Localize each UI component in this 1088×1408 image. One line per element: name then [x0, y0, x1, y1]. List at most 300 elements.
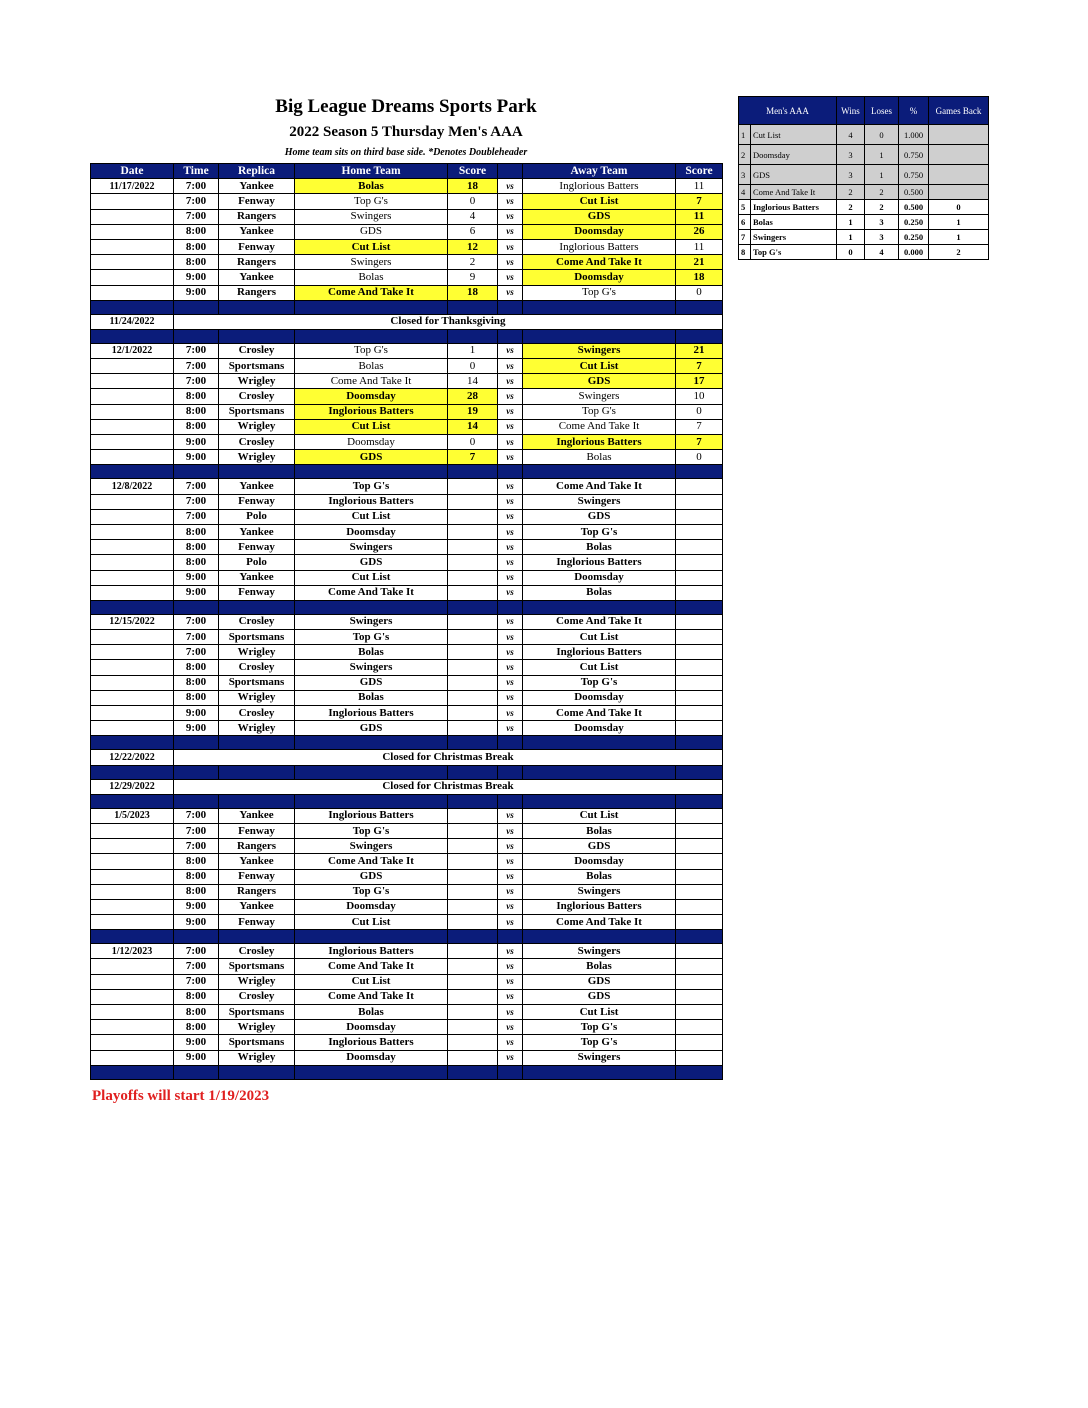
home-team: Bolas — [295, 690, 448, 705]
separator-cell — [448, 930, 498, 944]
away-team: Cut List — [523, 359, 676, 374]
closed-notice: Closed for Christmas Break — [174, 750, 723, 765]
game-field: Crosley — [219, 944, 295, 959]
game-time: 7:00 — [174, 209, 219, 224]
away-team: Top G's — [523, 1035, 676, 1050]
away-team: Cut List — [523, 194, 676, 209]
away-score: 21 — [676, 343, 723, 358]
game-row — [91, 224, 723, 239]
game-row — [91, 808, 723, 823]
game-time: 7:00 — [174, 179, 219, 194]
away-team: Inglorious Batters — [523, 555, 676, 570]
vs-label: vs — [498, 974, 523, 989]
vs-label: vs — [498, 209, 523, 224]
home-score — [448, 660, 498, 675]
standing-loses: 2 — [865, 185, 899, 200]
home-team: Inglorious Batters — [295, 1035, 448, 1050]
separator-cell — [219, 600, 295, 614]
home-score: 0 — [448, 435, 498, 450]
game-time: 9:00 — [174, 721, 219, 736]
game-date-empty — [91, 239, 174, 254]
home-team: Doomsday — [295, 435, 448, 450]
home-score: 2 — [448, 255, 498, 270]
away-team: GDS — [523, 839, 676, 854]
game-field: Yankee — [219, 524, 295, 539]
game-date: 12/29/2022 — [91, 779, 174, 794]
away-score — [676, 555, 723, 570]
vs-label: vs — [498, 899, 523, 914]
away-score — [676, 1005, 723, 1020]
standings-header-games-back: Games Back — [929, 97, 989, 125]
game-date-empty — [91, 555, 174, 570]
separator-cell — [91, 736, 174, 750]
away-score — [676, 509, 723, 524]
home-score — [448, 915, 498, 930]
game-time: 8:00 — [174, 524, 219, 539]
game-field: Yankee — [219, 479, 295, 494]
home-team: Swingers — [295, 255, 448, 270]
game-field: Yankee — [219, 270, 295, 285]
closed-week-row — [91, 779, 723, 794]
game-field: Yankee — [219, 570, 295, 585]
home-team: GDS — [295, 555, 448, 570]
away-score — [676, 585, 723, 600]
game-row — [91, 524, 723, 539]
game-field: Yankee — [219, 808, 295, 823]
game-date-empty — [91, 374, 174, 389]
standing-wins: 1 — [837, 215, 865, 230]
separator-cell — [498, 930, 523, 944]
game-time: 8:00 — [174, 540, 219, 555]
game-field: Crosley — [219, 435, 295, 450]
vs-label: vs — [498, 494, 523, 509]
header-away-score: Score — [676, 164, 723, 179]
separator-cell — [498, 765, 523, 779]
standing-pct: 0.750 — [899, 165, 929, 185]
game-date-empty — [91, 270, 174, 285]
separator-cell — [523, 329, 676, 343]
separator-cell — [174, 300, 219, 314]
game-date-empty — [91, 660, 174, 675]
away-team: Doomsday — [523, 224, 676, 239]
separator-cell — [219, 300, 295, 314]
game-date-empty — [91, 359, 174, 374]
game-row — [91, 675, 723, 690]
separator-cell — [448, 794, 498, 808]
away-team: Bolas — [523, 823, 676, 838]
game-date-empty — [91, 494, 174, 509]
game-date-empty — [91, 404, 174, 419]
standing-games-back: 1 — [929, 215, 989, 230]
away-score — [676, 721, 723, 736]
away-score: 17 — [676, 374, 723, 389]
home-team: GDS — [295, 450, 448, 465]
game-row — [91, 570, 723, 585]
away-team: Inglorious Batters — [523, 239, 676, 254]
game-field: Sportsmans — [219, 959, 295, 974]
vs-label: vs — [498, 839, 523, 854]
home-score — [448, 645, 498, 660]
home-score — [448, 570, 498, 585]
home-team: Come And Take It — [295, 854, 448, 869]
vs-label: vs — [498, 1050, 523, 1065]
away-team: Top G's — [523, 404, 676, 419]
home-score — [448, 854, 498, 869]
standing-team: Come And Take It — [751, 185, 837, 200]
away-score — [676, 645, 723, 660]
week-separator-row — [91, 1065, 723, 1079]
vs-label: vs — [498, 479, 523, 494]
game-field: Yankee — [219, 854, 295, 869]
game-field: Fenway — [219, 194, 295, 209]
separator-cell — [676, 930, 723, 944]
home-score: 7 — [448, 450, 498, 465]
separator-cell — [91, 300, 174, 314]
game-time: 9:00 — [174, 585, 219, 600]
separator-cell — [219, 765, 295, 779]
game-date-empty — [91, 1035, 174, 1050]
game-field: Fenway — [219, 494, 295, 509]
standing-team: GDS — [751, 165, 837, 185]
away-team: Bolas — [523, 450, 676, 465]
week-separator-row — [91, 765, 723, 779]
home-team: Come And Take It — [295, 585, 448, 600]
away-score — [676, 630, 723, 645]
vs-label: vs — [498, 270, 523, 285]
game-date-empty — [91, 959, 174, 974]
separator-cell — [219, 329, 295, 343]
home-score — [448, 1050, 498, 1065]
away-team: GDS — [523, 974, 676, 989]
schedule-table — [90, 163, 723, 1080]
away-score — [676, 974, 723, 989]
game-date-empty — [91, 524, 174, 539]
game-time: 7:00 — [174, 959, 219, 974]
game-row — [91, 630, 723, 645]
standing-loses: 3 — [865, 215, 899, 230]
standing-wins: 3 — [837, 165, 865, 185]
standing-loses: 4 — [865, 245, 899, 260]
away-team: Doomsday — [523, 570, 676, 585]
separator-cell — [295, 600, 448, 614]
game-row — [91, 494, 723, 509]
home-score: 28 — [448, 389, 498, 404]
game-row — [91, 404, 723, 419]
vs-label: vs — [498, 884, 523, 899]
away-score: 11 — [676, 239, 723, 254]
game-date-empty — [91, 1005, 174, 1020]
vs-label: vs — [498, 1020, 523, 1035]
separator-cell — [91, 794, 174, 808]
home-score — [448, 675, 498, 690]
home-team: Swingers — [295, 614, 448, 629]
vs-label: vs — [498, 721, 523, 736]
home-team: GDS — [295, 721, 448, 736]
away-score: 21 — [676, 255, 723, 270]
game-field: Sportsmans — [219, 630, 295, 645]
standings-header-row — [739, 97, 989, 125]
game-row — [91, 899, 723, 914]
separator-cell — [448, 600, 498, 614]
closed-notice: Closed for Christmas Break — [174, 779, 723, 794]
away-score — [676, 540, 723, 555]
game-date-empty — [91, 854, 174, 869]
header-home-team: Home Team — [295, 164, 448, 179]
home-team: Top G's — [295, 343, 448, 358]
standings-row — [739, 245, 989, 260]
closed-week-row — [91, 314, 723, 329]
vs-label: vs — [498, 419, 523, 434]
away-team: Swingers — [523, 944, 676, 959]
game-row — [91, 285, 723, 300]
game-date: 12/8/2022 — [91, 479, 174, 494]
away-score — [676, 690, 723, 705]
game-field: Rangers — [219, 884, 295, 899]
separator-cell — [676, 329, 723, 343]
separator-cell — [523, 300, 676, 314]
game-time: 9:00 — [174, 570, 219, 585]
game-time: 7:00 — [174, 359, 219, 374]
game-field: Sportsmans — [219, 1005, 295, 1020]
game-row — [91, 1005, 723, 1020]
game-time: 7:00 — [174, 614, 219, 629]
standing-wins: 3 — [837, 145, 865, 165]
home-score — [448, 630, 498, 645]
standings-body — [739, 125, 989, 260]
game-date: 12/22/2022 — [91, 750, 174, 765]
away-team: Top G's — [523, 675, 676, 690]
week-separator-row — [91, 600, 723, 614]
game-row — [91, 690, 723, 705]
home-team: Cut List — [295, 974, 448, 989]
game-time: 7:00 — [174, 839, 219, 854]
away-team: Cut List — [523, 630, 676, 645]
home-team: Swingers — [295, 540, 448, 555]
away-team: Come And Take It — [523, 915, 676, 930]
game-field: Sportsmans — [219, 404, 295, 419]
separator-cell — [174, 765, 219, 779]
separator-cell — [523, 465, 676, 479]
home-team: Bolas — [295, 1005, 448, 1020]
separator-cell — [174, 329, 219, 343]
away-team: Bolas — [523, 869, 676, 884]
game-time: 8:00 — [174, 389, 219, 404]
away-team: Swingers — [523, 884, 676, 899]
away-score — [676, 614, 723, 629]
game-date: 12/1/2022 — [91, 343, 174, 358]
game-date-empty — [91, 839, 174, 854]
game-date-empty — [91, 989, 174, 1004]
standing-games-back — [929, 125, 989, 145]
separator-cell — [295, 329, 448, 343]
standing-games-back — [929, 185, 989, 200]
away-team: GDS — [523, 374, 676, 389]
game-time: 8:00 — [174, 239, 219, 254]
game-field: Crosley — [219, 989, 295, 1004]
game-date-empty — [91, 645, 174, 660]
vs-label: vs — [498, 823, 523, 838]
away-team: Inglorious Batters — [523, 645, 676, 660]
home-score — [448, 706, 498, 721]
game-field: Wrigley — [219, 721, 295, 736]
week-separator-row — [91, 329, 723, 343]
home-team: Top G's — [295, 630, 448, 645]
game-time: 8:00 — [174, 989, 219, 1004]
away-score — [676, 884, 723, 899]
game-field: Yankee — [219, 179, 295, 194]
home-score — [448, 808, 498, 823]
away-score — [676, 570, 723, 585]
away-score: 10 — [676, 389, 723, 404]
home-score — [448, 524, 498, 539]
home-score — [448, 1035, 498, 1050]
home-team: Bolas — [295, 645, 448, 660]
away-score — [676, 839, 723, 854]
separator-cell — [676, 600, 723, 614]
vs-label: vs — [498, 404, 523, 419]
standings-row — [739, 145, 989, 165]
game-field: Wrigley — [219, 419, 295, 434]
home-team: Inglorious Batters — [295, 494, 448, 509]
game-time: 9:00 — [174, 915, 219, 930]
vs-label: vs — [498, 389, 523, 404]
away-score — [676, 823, 723, 838]
game-field: Yankee — [219, 224, 295, 239]
home-team: Swingers — [295, 839, 448, 854]
separator-cell — [523, 1065, 676, 1079]
vs-label: vs — [498, 509, 523, 524]
away-team: Come And Take It — [523, 255, 676, 270]
home-score: 18 — [448, 179, 498, 194]
week-separator-row — [91, 300, 723, 314]
separator-cell — [174, 930, 219, 944]
home-score — [448, 690, 498, 705]
game-row — [91, 884, 723, 899]
home-score: 1 — [448, 343, 498, 358]
game-time: 8:00 — [174, 675, 219, 690]
vs-label: vs — [498, 675, 523, 690]
vs-label: vs — [498, 1035, 523, 1050]
game-time: 9:00 — [174, 435, 219, 450]
home-team: Cut List — [295, 570, 448, 585]
away-team: Swingers — [523, 343, 676, 358]
game-row — [91, 1020, 723, 1035]
separator-cell — [448, 465, 498, 479]
away-score: 11 — [676, 179, 723, 194]
away-score — [676, 479, 723, 494]
game-field: Wrigley — [219, 374, 295, 389]
standing-games-back: 0 — [929, 200, 989, 215]
game-row — [91, 944, 723, 959]
game-date-empty — [91, 585, 174, 600]
header-replica: Replica — [219, 164, 295, 179]
standing-rank: 2 — [739, 145, 751, 165]
game-date-empty — [91, 706, 174, 721]
home-score — [448, 989, 498, 1004]
away-team: Top G's — [523, 1020, 676, 1035]
home-score: 14 — [448, 419, 498, 434]
vs-label: vs — [498, 374, 523, 389]
home-score: 18 — [448, 285, 498, 300]
separator-cell — [448, 300, 498, 314]
home-score — [448, 494, 498, 509]
away-score: 11 — [676, 209, 723, 224]
away-score: 0 — [676, 404, 723, 419]
standings-header-wins: Wins — [837, 97, 865, 125]
game-date-empty — [91, 1050, 174, 1065]
standing-games-back: 2 — [929, 245, 989, 260]
vs-label: vs — [498, 808, 523, 823]
separator-cell — [295, 765, 448, 779]
home-team: GDS — [295, 224, 448, 239]
game-date-empty — [91, 285, 174, 300]
separator-cell — [676, 765, 723, 779]
standing-team: Inglorious Batters — [751, 200, 837, 215]
away-score: 7 — [676, 194, 723, 209]
vs-label: vs — [498, 255, 523, 270]
vs-label: vs — [498, 585, 523, 600]
vs-label: vs — [498, 179, 523, 194]
away-team: Cut List — [523, 660, 676, 675]
game-field: Rangers — [219, 209, 295, 224]
away-team: Bolas — [523, 959, 676, 974]
standings-header-division: Men's AAA — [739, 97, 837, 125]
separator-cell — [174, 736, 219, 750]
standing-loses: 1 — [865, 145, 899, 165]
vs-label: vs — [498, 224, 523, 239]
game-date-empty — [91, 915, 174, 930]
vs-label: vs — [498, 869, 523, 884]
game-row — [91, 585, 723, 600]
game-time: 7:00 — [174, 645, 219, 660]
vs-label: vs — [498, 1005, 523, 1020]
game-time: 9:00 — [174, 1035, 219, 1050]
home-team: Swingers — [295, 660, 448, 675]
separator-cell — [676, 465, 723, 479]
separator-cell — [676, 300, 723, 314]
game-row — [91, 359, 723, 374]
standing-team: Cut List — [751, 125, 837, 145]
game-field: Polo — [219, 555, 295, 570]
week-separator-row — [91, 794, 723, 808]
separator-cell — [91, 329, 174, 343]
game-field: Fenway — [219, 540, 295, 555]
home-score — [448, 899, 498, 914]
game-field: Rangers — [219, 285, 295, 300]
away-team: Cut List — [523, 1005, 676, 1020]
game-field: Wrigley — [219, 1050, 295, 1065]
game-field: Sportsmans — [219, 1035, 295, 1050]
home-team: Inglorious Batters — [295, 944, 448, 959]
home-team: Cut List — [295, 239, 448, 254]
vs-label: vs — [498, 690, 523, 705]
away-score: 7 — [676, 419, 723, 434]
week-separator-row — [91, 465, 723, 479]
game-row — [91, 255, 723, 270]
standing-wins: 4 — [837, 125, 865, 145]
vs-label: vs — [498, 194, 523, 209]
game-field: Sportsmans — [219, 359, 295, 374]
game-time: 8:00 — [174, 224, 219, 239]
standing-pct: 0.500 — [899, 200, 929, 215]
game-time: 8:00 — [174, 404, 219, 419]
separator-cell — [91, 930, 174, 944]
away-team: GDS — [523, 989, 676, 1004]
standings-row — [739, 215, 989, 230]
home-team: Come And Take It — [295, 989, 448, 1004]
away-team: Swingers — [523, 494, 676, 509]
separator-cell — [174, 465, 219, 479]
